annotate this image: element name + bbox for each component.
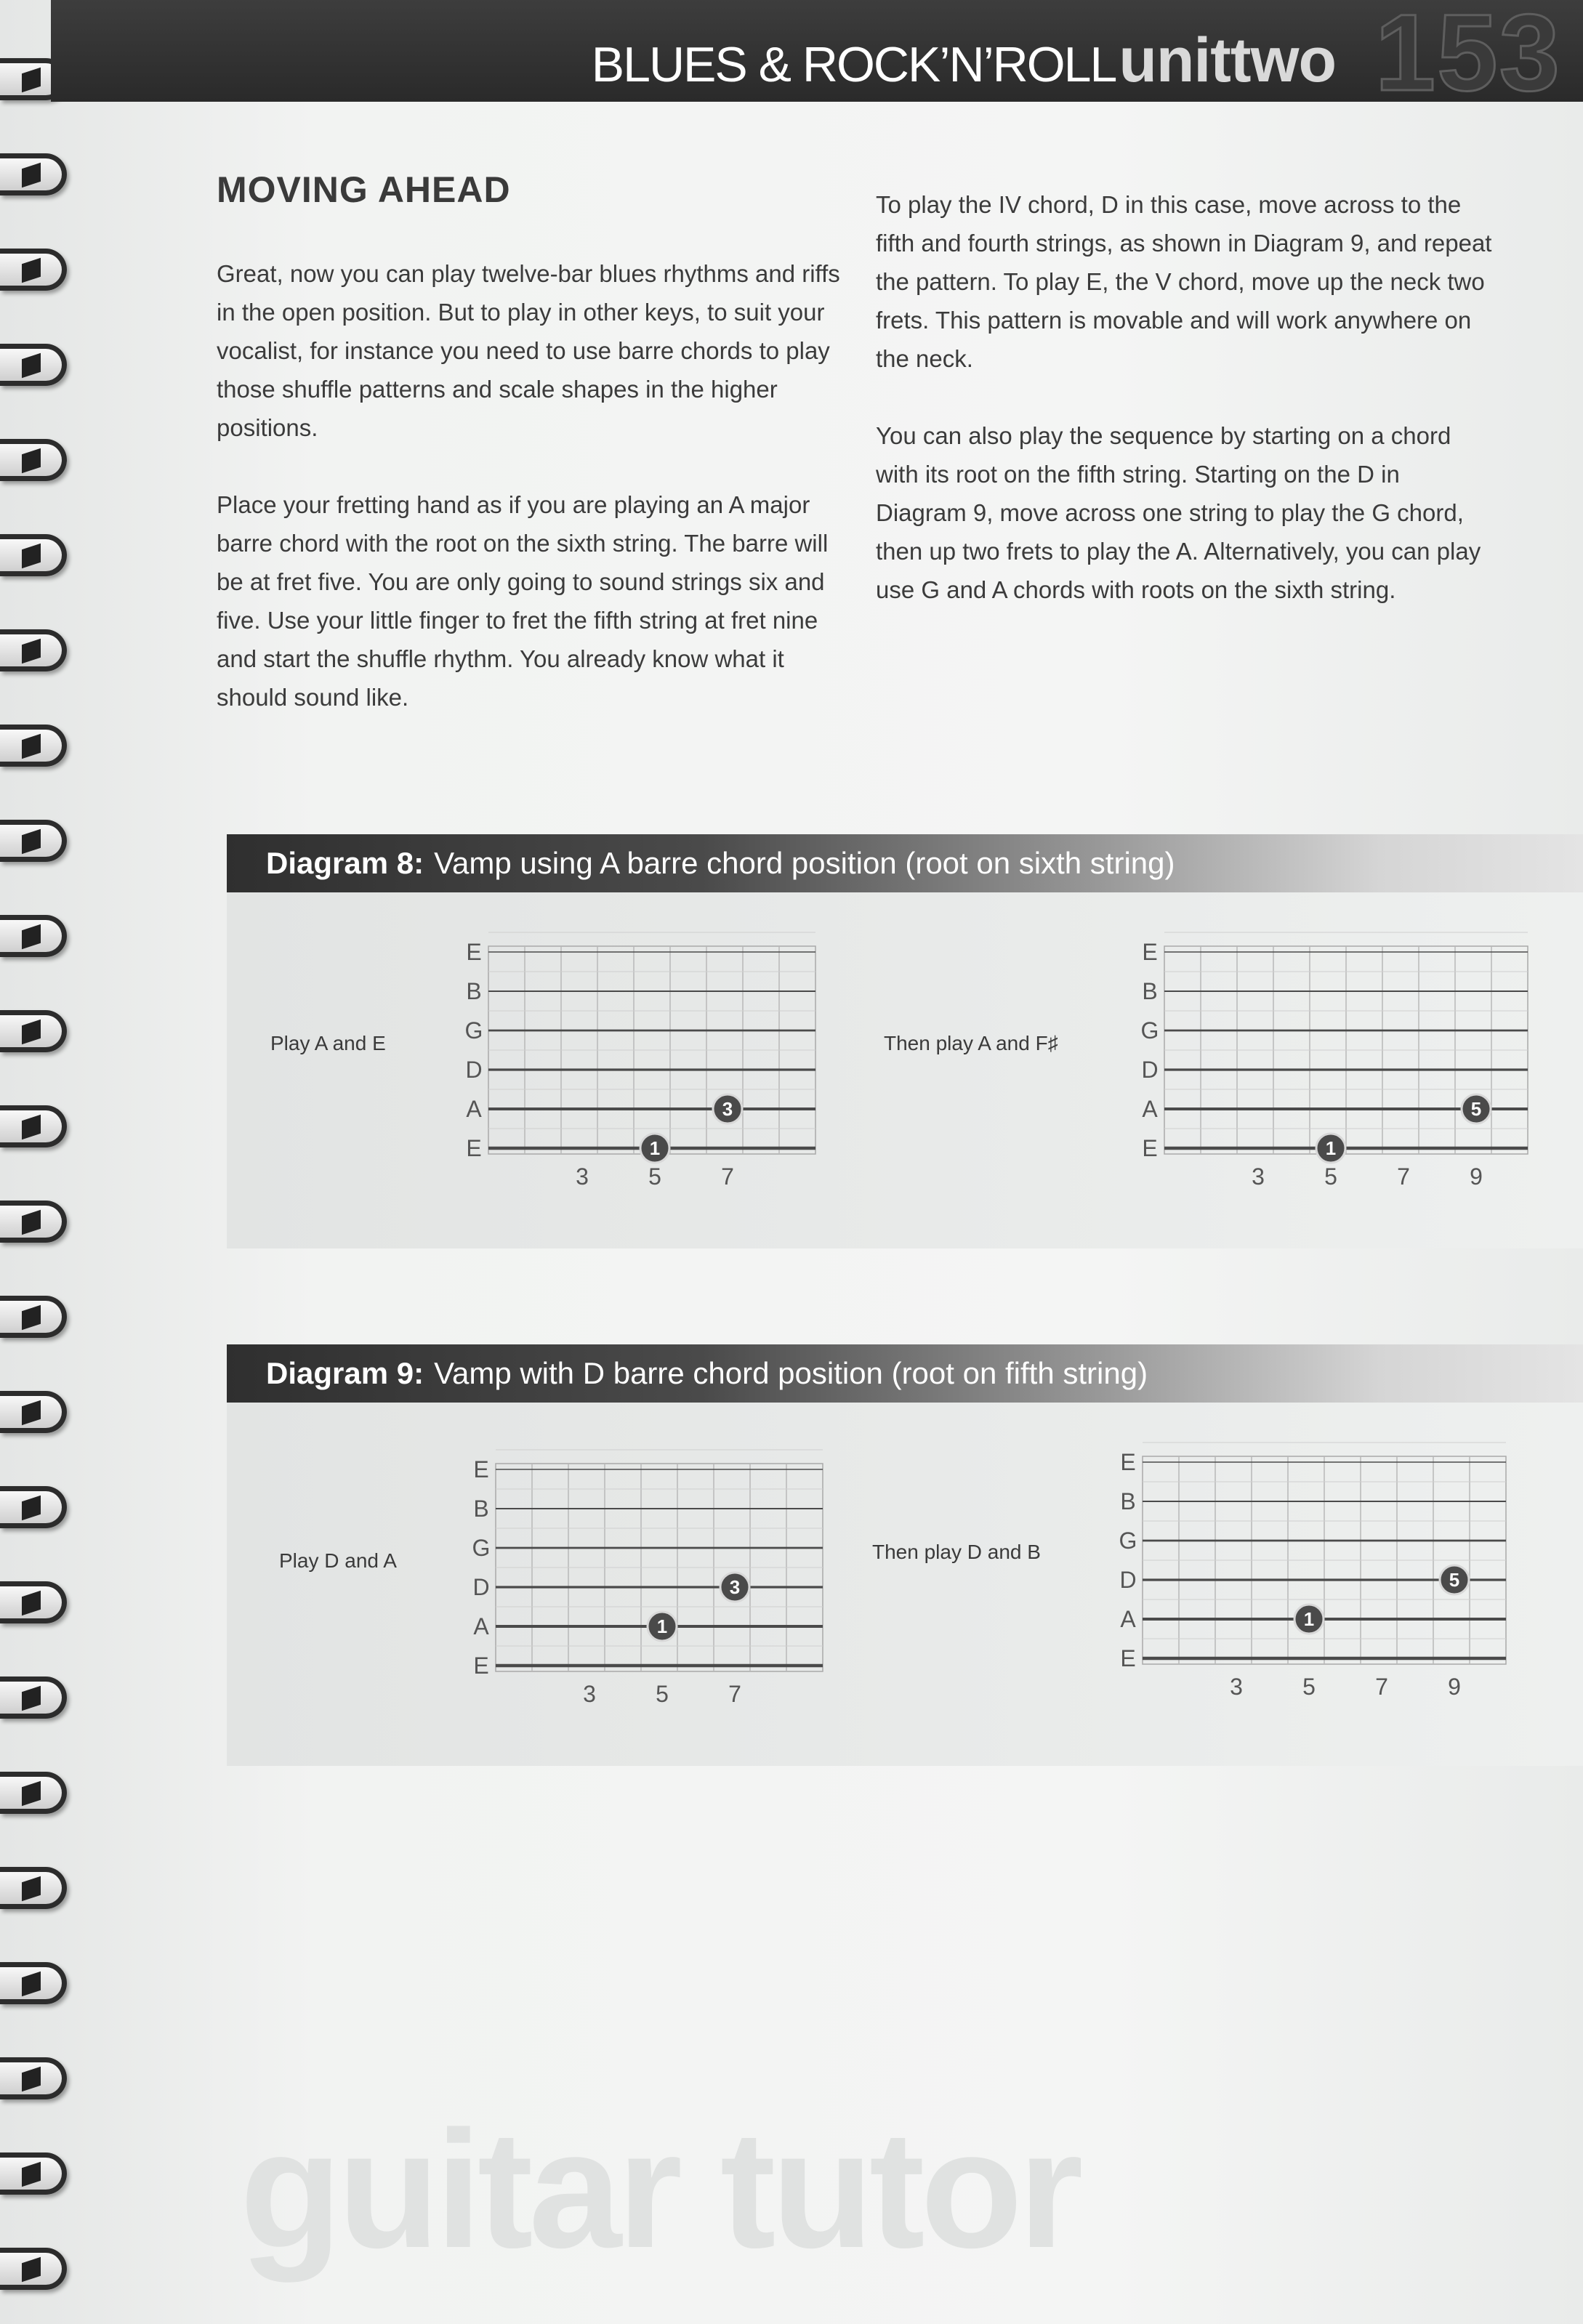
finger-number: 5 [1470, 1098, 1482, 1120]
fret-number: 3 [576, 1163, 589, 1190]
binding-ring [0, 344, 67, 386]
binding-ring [0, 1010, 67, 1052]
string-label: E [466, 939, 482, 965]
fret-number: 7 [721, 1163, 734, 1190]
page-number: 153 [1374, 0, 1561, 113]
fret-number: 7 [1375, 1674, 1388, 1700]
guitar-tutor-watermark: guitar tutor [240, 2096, 1079, 2283]
binding-ring [0, 1677, 67, 1719]
binding-ring [0, 1867, 67, 1909]
binding-ring [0, 249, 67, 291]
string-label: A [1120, 1606, 1136, 1632]
fret-number: 5 [648, 1163, 661, 1190]
header-unit: unittwo [1119, 25, 1336, 95]
diagram-8-title-bar [227, 834, 1583, 892]
binding-ring [0, 1201, 67, 1243]
string-label: B [473, 1496, 489, 1522]
finger-number: 3 [722, 1098, 733, 1120]
string-label: E [473, 1456, 489, 1482]
paragraph: To play the IV chord, D in this case, move across to the fifth and fourth strings, as shown in Diagram 9, and repeat the pattern. To play E, the V chord, move up the neck two frets. This pattern is movable and will work anywhere on the neck. [876, 191, 1492, 372]
header-section: BLUES & ROCK’N’ROLL [591, 37, 1116, 92]
diagram-9 [227, 1344, 1583, 1766]
header-title [592, 25, 1336, 97]
fret-number: 3 [1252, 1163, 1265, 1190]
binding-ring [0, 1486, 67, 1528]
binding-ring [0, 153, 67, 195]
left-column [217, 254, 856, 755]
binding-ring [0, 1962, 67, 2004]
diagram-8-label: Diagram 8: [266, 846, 424, 880]
diagram-8-right-text: Then play A and F♯ [884, 1032, 1058, 1054]
binding-ring [0, 2152, 67, 2195]
fret-number: 7 [728, 1681, 741, 1707]
finger-number: 5 [1449, 1569, 1460, 1591]
string-label: E [473, 1653, 489, 1679]
diagram-8-left-fretboard [445, 939, 830, 1198]
string-label: D [1141, 1057, 1159, 1083]
right-column [876, 185, 1494, 647]
article-heading: MOVING AHEAD [217, 169, 511, 210]
string-label: B [1142, 978, 1158, 1004]
finger-number: 3 [729, 1576, 741, 1598]
diagram-9-title-bar [227, 1344, 1583, 1403]
diagram-8-left-text: Play A and E [270, 1032, 386, 1054]
diagram-9-right-fretboard [1099, 1449, 1520, 1708]
spiral-binding [0, 0, 80, 2324]
binding-ring [0, 2057, 67, 2099]
binding-ring [0, 1581, 67, 1623]
fret-number: 3 [1230, 1674, 1243, 1700]
fret-number: 9 [1448, 1674, 1461, 1700]
string-label: G [1119, 1528, 1137, 1554]
string-label: E [466, 1135, 482, 1161]
finger-number: 1 [1325, 1137, 1337, 1159]
string-label: G [464, 1017, 483, 1044]
diagram-9-left-fretboard [452, 1456, 837, 1715]
string-label: E [1120, 1645, 1136, 1671]
fret-number: 3 [583, 1681, 596, 1707]
fret-number: 5 [1302, 1674, 1316, 1700]
binding-ring [0, 439, 67, 481]
diagram-8 [227, 834, 1583, 1248]
finger-number: 1 [656, 1615, 668, 1637]
string-label: B [1120, 1488, 1136, 1514]
binding-ring [0, 2248, 67, 2290]
string-label: E [1142, 939, 1158, 965]
binding-ring [0, 820, 67, 862]
string-label: G [472, 1535, 491, 1561]
paragraph: Place your fretting hand as if you are playing an A major barre chord with the root on the sixth string. The barre will be at fret five. You are only going to sound strings six and five. Use your little finger to fret the fifth string at fret nine and start the shuffle rhythm. You already know what it should sound like. [217, 491, 829, 711]
string-label: D [465, 1057, 483, 1083]
finger-number: 1 [649, 1137, 661, 1159]
paragraph: You can also play the sequence by starting on a chord with its root on the fifth string. Starting on the D in Diagram 9, move across one string to play the G chord, then up two frets to play the A. Alternatively, you can play use G and A chords with roots on the sixth string. [876, 422, 1481, 603]
fret-number: 5 [1324, 1163, 1337, 1190]
diagram-9-label: Diagram 9: [266, 1356, 424, 1390]
diagram-9-right-text: Then play D and B [872, 1541, 1041, 1563]
fret-number: 9 [1470, 1163, 1483, 1190]
diagram-8-caption: Vamp using A barre chord position (root on sixth string) [434, 846, 1175, 880]
fret-number: 7 [1397, 1163, 1410, 1190]
string-label: B [466, 978, 482, 1004]
binding-ring [0, 1772, 67, 1814]
page-header [51, 0, 1583, 113]
paragraph: Great, now you can play twelve-bar blues rhythms and riffs in the open position. But to play in other keys, to suit your vocalist, for instance you need to use barre chords to play those shuffle patterns and scale shapes in the higher positions. [217, 260, 840, 441]
string-label: D [1119, 1567, 1137, 1593]
binding-ring [0, 725, 67, 767]
binding-ring [0, 1105, 67, 1147]
binding-ring [0, 1391, 67, 1433]
string-label: E [1142, 1135, 1158, 1161]
finger-number: 1 [1303, 1608, 1315, 1630]
string-label: G [1140, 1017, 1159, 1044]
string-label: A [1142, 1096, 1158, 1122]
fret-number: 5 [656, 1681, 669, 1707]
string-label: D [472, 1574, 490, 1600]
binding-ring [0, 915, 67, 957]
binding-ring [0, 629, 67, 671]
string-label: A [466, 1096, 482, 1122]
diagram-8-right-fretboard [1121, 939, 1542, 1198]
binding-ring [0, 534, 67, 576]
string-label: E [1120, 1449, 1136, 1475]
diagram-9-caption: Vamp with D barre chord position (root on fifth string) [434, 1356, 1148, 1390]
binding-ring [0, 1296, 67, 1338]
diagram-9-left-text: Play D and A [279, 1549, 397, 1572]
string-label: A [473, 1613, 489, 1639]
